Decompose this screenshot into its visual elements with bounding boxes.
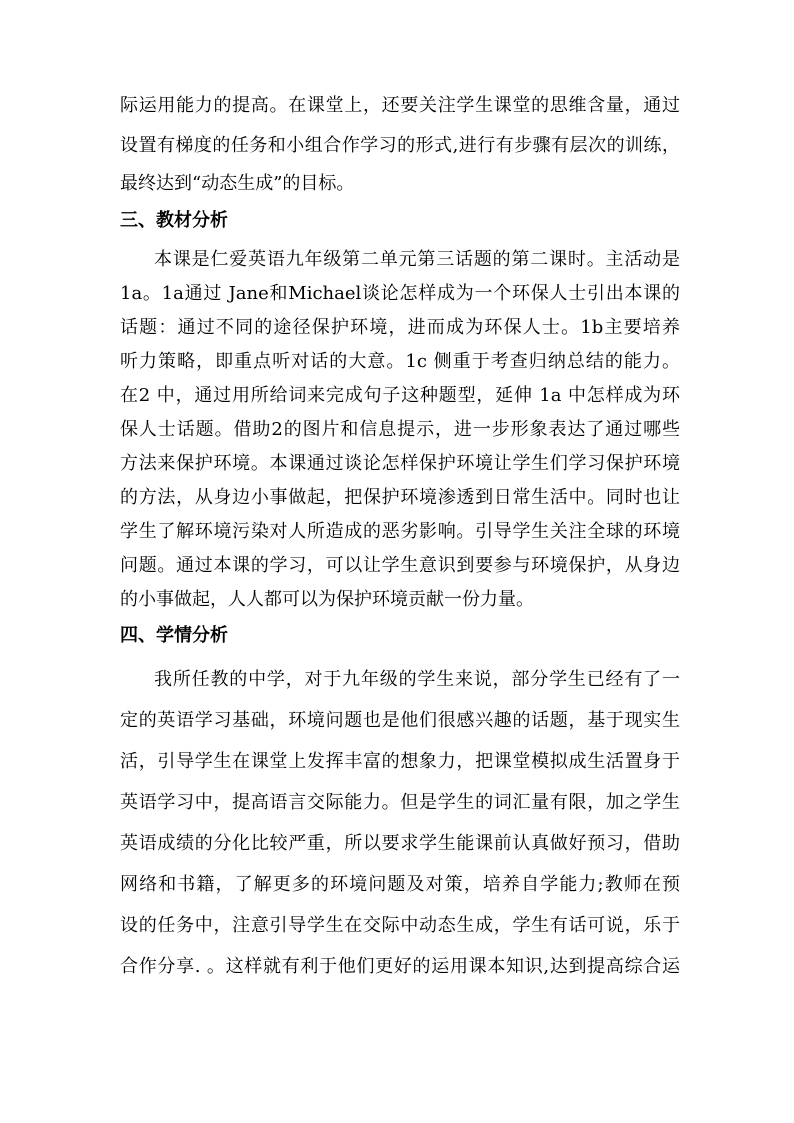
- section-heading-learner-analysis: 四、学情分析: [120, 625, 228, 646]
- paragraph-line: 我所任教的中学，对于九年级的学生来说，部分学生已经有了一: [154, 669, 680, 690]
- paragraph-line: 合作分享. 。这样就有利于他们更好的运用课本知识,达到提高综合运: [120, 956, 680, 977]
- paragraph-line: 设置有梯度的任务和小组合作学习的形式,进行有步骤有层次的训练，: [120, 135, 680, 156]
- paragraph-line: 网络和书籍，了解更多的环境问题及对策，培养自学能力;教师在预: [120, 874, 680, 895]
- paragraph-line: 活，引导学生在课堂上发挥丰富的想象力，把课堂模拟成生活置身于: [120, 751, 680, 772]
- section-heading-textbook-analysis: 三、教材分析: [120, 210, 228, 231]
- paragraph-line: 1a。1a通过 Jane和Michael谈论怎样成为一个环保人士引出本课的: [120, 283, 680, 304]
- paragraph-line: 的方法，从身边小事做起，把保护环境渗透到日常生活中。同时也让: [120, 487, 680, 508]
- paragraph-line: 本课是仁爱英语九年级第二单元第三话题的第二课时。主活动是: [154, 249, 680, 270]
- paragraph-line: 听力策略，即重点听对话的大意。1c 侧重于考查归纳总结的能力。: [120, 351, 680, 372]
- paragraph-line: 问题。通过本课的学习，可以让学生意识到要参与环境保护，从身边: [120, 555, 680, 576]
- paragraph-line: 方法来保护环境。本课通过谈论怎样保护环境让学生们学习保护环境: [120, 453, 680, 474]
- paragraph-line: 的小事做起，人人都可以为保护环境贡献一份力量。: [120, 589, 534, 610]
- paragraph-line: 际运用能力的提高。在课堂上，还要关注学生课堂的思维含量，通过: [120, 95, 680, 116]
- paragraph-line: 最终达到“动态生成”的目标。: [120, 173, 355, 194]
- paragraph-line: 话题：通过不同的途径保护环境，进而成为环保人士。1b主要培养: [120, 317, 680, 338]
- paragraph-line: 学生了解环境污染对人所造成的恶劣影响。引导学生关注全球的环境: [120, 521, 680, 542]
- paragraph-line: 保人士话题。借助2的图片和信息提示，进一步形象表达了通过哪些: [120, 419, 680, 440]
- paragraph-line: 定的英语学习基础，环境问题也是他们很感兴趣的话题，基于现实生: [120, 710, 680, 731]
- paragraph-line: 设的任务中，注意引导学生在交际中动态生成，学生有话可说，乐于: [120, 915, 680, 936]
- paragraph-line: 英语成绩的分化比较严重，所以要求学生能课前认真做好预习，借助: [120, 833, 680, 854]
- paragraph-line: 英语学习中，提高语言交际能力。但是学生的词汇量有限，加之学生: [120, 792, 680, 813]
- paragraph-line: 在2 中，通过用所给词来完成句子这种题型，延伸 1a 中怎样成为环: [120, 385, 680, 406]
